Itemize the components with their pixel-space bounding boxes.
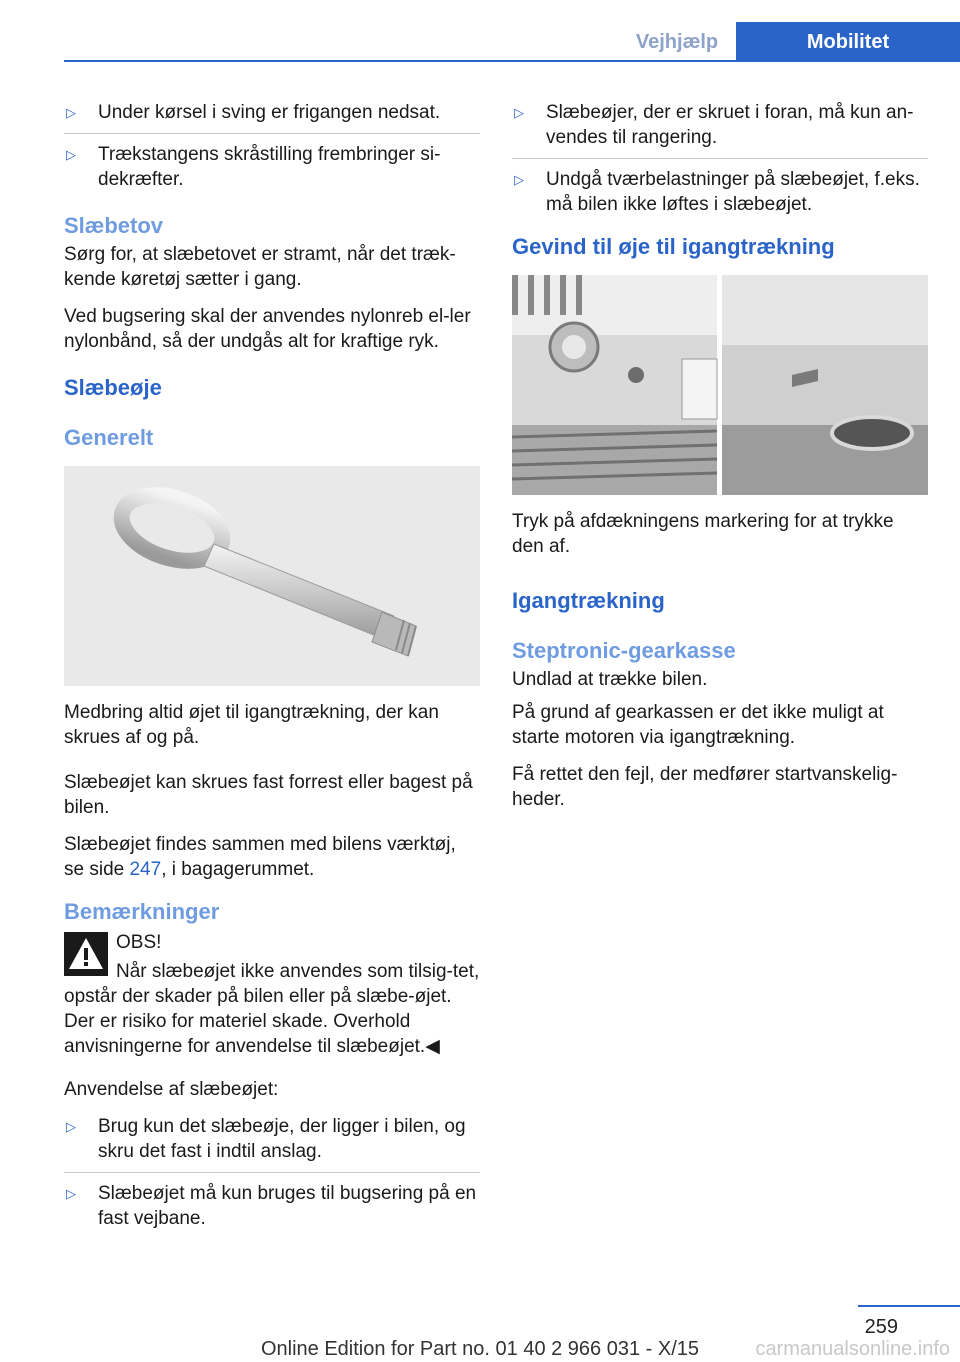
heading-generelt: Generelt bbox=[64, 425, 154, 450]
paragraph: Slæbeøjet findes sammen med bilens værktøj, se side 247, i bagagerummet. bbox=[64, 834, 456, 880]
tab-mobilitet[interactable]: Mobilitet bbox=[736, 22, 960, 62]
heading-slaebetov: Slæbetov bbox=[64, 213, 164, 238]
bullet-triangle-icon: ▷ bbox=[514, 172, 524, 187]
paragraph: Undlad at trække bilen. bbox=[512, 669, 708, 690]
heading-slaeboje: Slæbeøje bbox=[64, 375, 162, 400]
online-edition-text: Online Edition for Part no. 01 40 2 966 031 - X/15 bbox=[260, 1338, 700, 1360]
list-item: ▷ Trækstangens skråstilling frembringer si‐dekræfter. bbox=[66, 144, 441, 190]
bullet-triangle-icon: ▷ bbox=[66, 1119, 76, 1134]
list-item: ▷ Undgå tværbelastninger på slæbeøjet, f.eks. må bilen ikke løftes i slæbeøjet. bbox=[514, 169, 920, 215]
paragraph: Få rettet den fejl, der medfører startvanskelig‐heder. bbox=[512, 764, 898, 810]
footer-line bbox=[858, 1305, 960, 1307]
tow-eye-image bbox=[64, 466, 480, 686]
paragraph: Medbring altid øjet til igangtrækning, der kan skrues af og på. bbox=[64, 702, 439, 748]
paragraph: Tryk på afdækningens markering for at trykke den af. bbox=[512, 511, 894, 557]
bullet-triangle-icon: ▷ bbox=[66, 1186, 76, 1201]
warning-title: OBS! bbox=[116, 932, 162, 953]
list-item: ▷ Brug kun det slæbeøje, der ligger i bilen, og skru det fast i indtil anslag. bbox=[66, 1116, 466, 1162]
bullet-triangle-icon: ▷ bbox=[514, 105, 524, 120]
paragraph: Slæbeøjet kan skrues fast forrest eller bagest på bilen. bbox=[64, 772, 473, 818]
divider bbox=[64, 133, 480, 134]
heading-steptronic: Steptronic-gearkasse bbox=[512, 638, 736, 663]
warning-box bbox=[64, 930, 480, 955]
bumper-cover-image bbox=[512, 275, 928, 495]
warning-icon bbox=[64, 932, 108, 976]
right-column bbox=[512, 100, 928, 824]
paragraph: På grund af gearkassen er det ikke muligt at starte motoren via igangtrækning. bbox=[512, 702, 884, 748]
divider bbox=[512, 158, 928, 159]
bullet-triangle-icon: ▷ bbox=[66, 105, 76, 120]
paragraph: Anvendelse af slæbeøjet: bbox=[64, 1079, 279, 1100]
tab-vejhjaelp[interactable]: Vejhjælp bbox=[635, 31, 719, 53]
list-item: ▷ Slæbeøjet må kun bruges til bugsering på en fast vejbane. bbox=[66, 1183, 477, 1229]
warning-text: Når slæbeøjet ikke anvendes som tilsig‐tet, opstår der skader på bilen eller på slæbe‐øjet. Der er risiko for materiel skade. Overhold anvisningerne for anvendelse til slæbeøjet.◀ bbox=[64, 961, 480, 1057]
paragraph: Ved bugsering skal der anvendes nylonreb el‐ler nylonbånd, så der undgås alt for kraftige ryk. bbox=[64, 306, 471, 352]
heading-igangtraekning: Igangtrækning bbox=[512, 588, 665, 613]
heading-gevind: Gevind til øje til igangtrækning bbox=[512, 234, 835, 259]
list-item: ▷ Slæbeøjer, der er skruet i foran, må kun an‐vendes til rangering. bbox=[514, 102, 914, 148]
heading-bemaerkninger: Bemærkninger bbox=[64, 899, 220, 924]
left-column bbox=[64, 100, 480, 1239]
divider bbox=[64, 1172, 480, 1173]
page-link[interactable]: 247 bbox=[129, 859, 162, 880]
watermark: carmanualsonline.info bbox=[755, 1338, 950, 1360]
list-item: ▷ Under kørsel i sving er frigangen nedsat. bbox=[66, 102, 441, 123]
page-number: 259 bbox=[864, 1316, 898, 1338]
paragraph: Sørg for, at slæbetovet er stramt, når det træk‐kende køretøj sætter i gang. bbox=[64, 244, 456, 290]
bullet-triangle-icon: ▷ bbox=[66, 147, 76, 162]
